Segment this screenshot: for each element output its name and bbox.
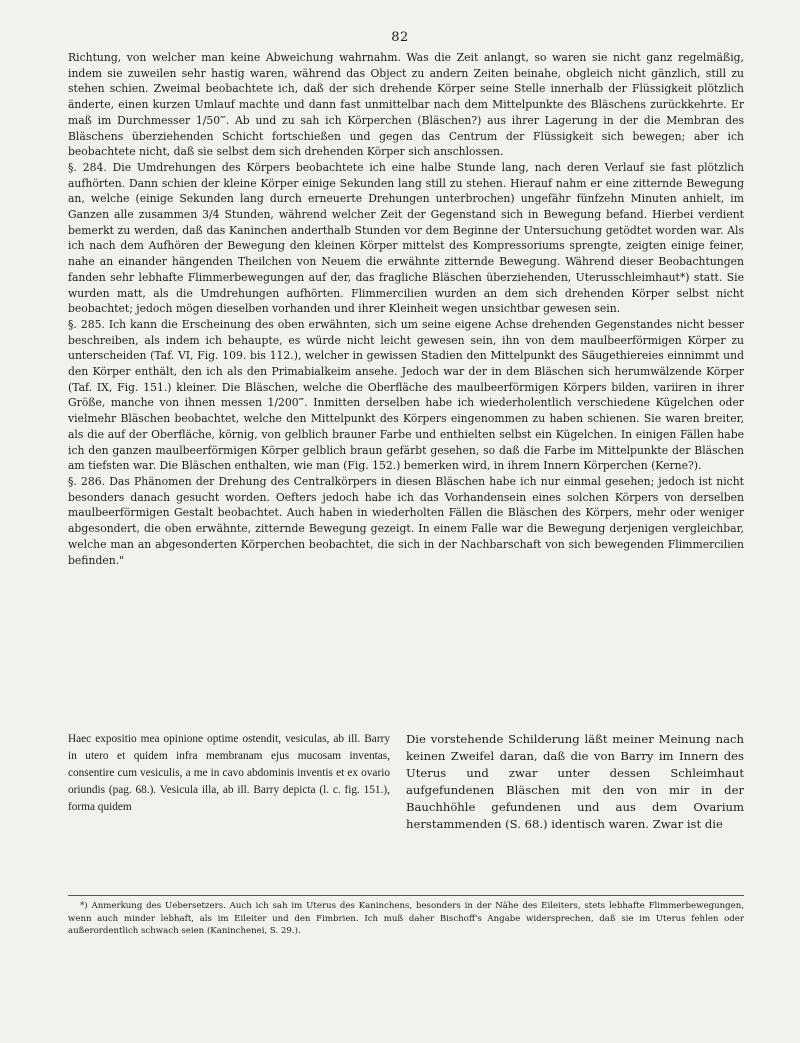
parallel-columns [68, 731, 744, 891]
german-text: Die vorstehende Schilderung läßt meiner Meinung nach keinen Zweifel daran, daß die von Barry im Innern des Uterus und zwar unter dessen Schleimhaut aufgefundenen Bläschen mit den von mir in der Bauchhöhle gefundenen und aus dem Ovarium herstammenden (S. 68.) identisch waren. Zwar ist die [406, 732, 744, 831]
latin-column [68, 731, 390, 816]
paragraph-284: §. 284. Die Umdrehungen des Körpers beobachtete ich eine halbe Stunde lang, nach deren Verlauf sie fast plötzlich aufhörten. Dann schien der kleine Körper einige Sekunden lang still zu stehen. Hierauf nahm er eine zitternde Bewegung an, welche (einige Sekunden lang durch erneuerte Drehungen unterbrochen) ungefähr fünfzehn Minuten anhielt, im Ganzen alle zusammen 3/4 Stunden, während welcher Zeit der Gegenstand sich in Bewegung befand. Hierbei verdient bemerkt zu werden, daß das Kaninchen anderthalb Stunden vor dem Beginne der Untersuchung getödtet worden war. Als ich nach dem Aufhören der Bewegung den kleinen Körper mittelst des Kompressoriums sprengte, zeigten einige feiner, nahe an einander hängenden Theilchen von Neuem die erwähnte zitternde Bewegung. Während dieser Beobachtungen fanden sehr lebhafte Flimmerbewegungen auf der, das fragliche Bläschen überziehenden, Uterusschleimhaut*) statt. Sie wurden matt, als die Umdrehungen aufhörten. Flimmercilien wurden an dem sich drehenden Körper selbst nicht beobachtet; jedoch mögen dieselben vorhanden und ihrer Kleinheit wegen unsichtbar gewesen sein. [68, 160, 744, 316]
main-text [68, 50, 744, 568]
paragraph-286: §. 286. Das Phänomen der Drehung des Centralkörpers in diesen Bläschen habe ich nur einmal gesehen; jedoch ist nicht besonders danach gesucht worden. Oefters jedoch habe ich das Vorhandensein eines solchen Körpers von derselben maulbeerförmigen Gestalt beobachtet. Auch haben in wiederholten Fällen die Bläschen des Körpers, mehr oder weniger abgesondert, die oben erwähnte, zitternde Bewegung gezeigt. In einem Falle war die Bewegung derjenigen vergleichbar, welche man an abgesonderten Körperchen beobachtet, die sich in der Nachbarschaft von sich bewegenden Flimmercilien befinden." [68, 474, 744, 567]
page-number: 82 [391, 30, 409, 45]
footnote-divider [68, 895, 744, 896]
footnote [68, 900, 744, 938]
paragraph-285: §. 285. Ich kann die Erscheinung des oben erwähnten, sich um seine eigene Achse drehenden Gegenstandes nicht besser beschreiben, als indem ich behaupte, es würde nicht leicht gewesen sein, ihn von dem maulbeerförmigen Körper zu unterscheiden (Taf. VI, Fig. 109. bis 112.), welcher in gewissen Stadien den Mittelpunkt des Säugethiereies einnimmt und den Körper enthält, den ich als den Primabialkeim ansehe. Jedoch war der in dem Bläschen sich herumwälzende Körper (Taf. IX, Fig. 151.) kleiner. Die Bläschen, welche die Oberfläche des maulbeerförmigen Körpers bilden, variiren in ihrer Größe, manche von ihnen messen 1/200‴. Inmitten derselben habe ich wiederholentlich verschiedene Kügelchen oder vielmehr Bläschen beobachtet, welche den Mittelpunkt des Körpers eingenommen zu haben schienen. Sie waren breiter, als die auf der Oberfläche, körnig, von gelblich brauner Farbe und enthielten selbst ein Kügelchen. In einigen Fällen habe ich den ganzen maulbeerförmigen Körper gelblich braun gefärbt gesehen, so daß die Farbe im Mittelpunkte der Bläschen am tiefsten war. Die Bläschen enthalten, wie man (Fig. 152.) bemerken wird, in ihrem Innern Körperchen (Kerne?). [68, 317, 744, 473]
latin-text: Haec expositio mea opinione optime ostendit, vesiculas, ab ill. Barry in utero et quidem infra membranam ejus mucosam inventas, consentire cum vesiculis, a me in cavo abdominis inventis et ex ovario oriundis (pag. 68.). Vesicula illa, ab ill. Barry depicta (l. c. fig. 151.), forma quidem [68, 733, 390, 813]
german-column [406, 731, 744, 833]
paragraph-direction: Richtung, von welcher man keine Abweichung wahrnahm. Was die Zeit anlangt, so waren sie nicht ganz regelmäßig, indem sie zuweilen sehr hastig waren, während das Object zu andern Zeiten beinahe, obgleich nicht gänzlich, still zu stehen schien. Zweimal beobachtete ich, daß der sich drehende Körper seine Stelle innerhalb der Flüssigkeit plötzlich änderte, einen kurzen Umlauf machte und dann fast unmittelbar nach dem Mittelpunkte des Bläschens zurückkehrte. Er maß im Durchmesser 1/50‴. Ab und zu sah ich Körperchen (Bläschen?) aus ihrer Lagerung in der die Membran des Bläschens überziehenden Schicht fortschießen und gegen das Centrum der Flüssigkeit sich bewegen; aber ich beobachtete nicht, daß sie selbst dem sich drehenden Körper sich anschlossen. [68, 51, 744, 159]
footnote-text: *) Anmerkung des Uebersetzers. Auch ich sah im Uterus des Kaninchens, besonders in der Nähe des Eileiters, stets lebhafte Flimmerbewegungen, wenn auch minder lebhaft, als im Eileiter und den Fimbrien. Ich muß daher Bischoff's Angabe widersprechen, daß sie im Uterus fehlen oder außerordentlich schwach seien (Kaninchenei, S. 29.). [68, 901, 744, 936]
